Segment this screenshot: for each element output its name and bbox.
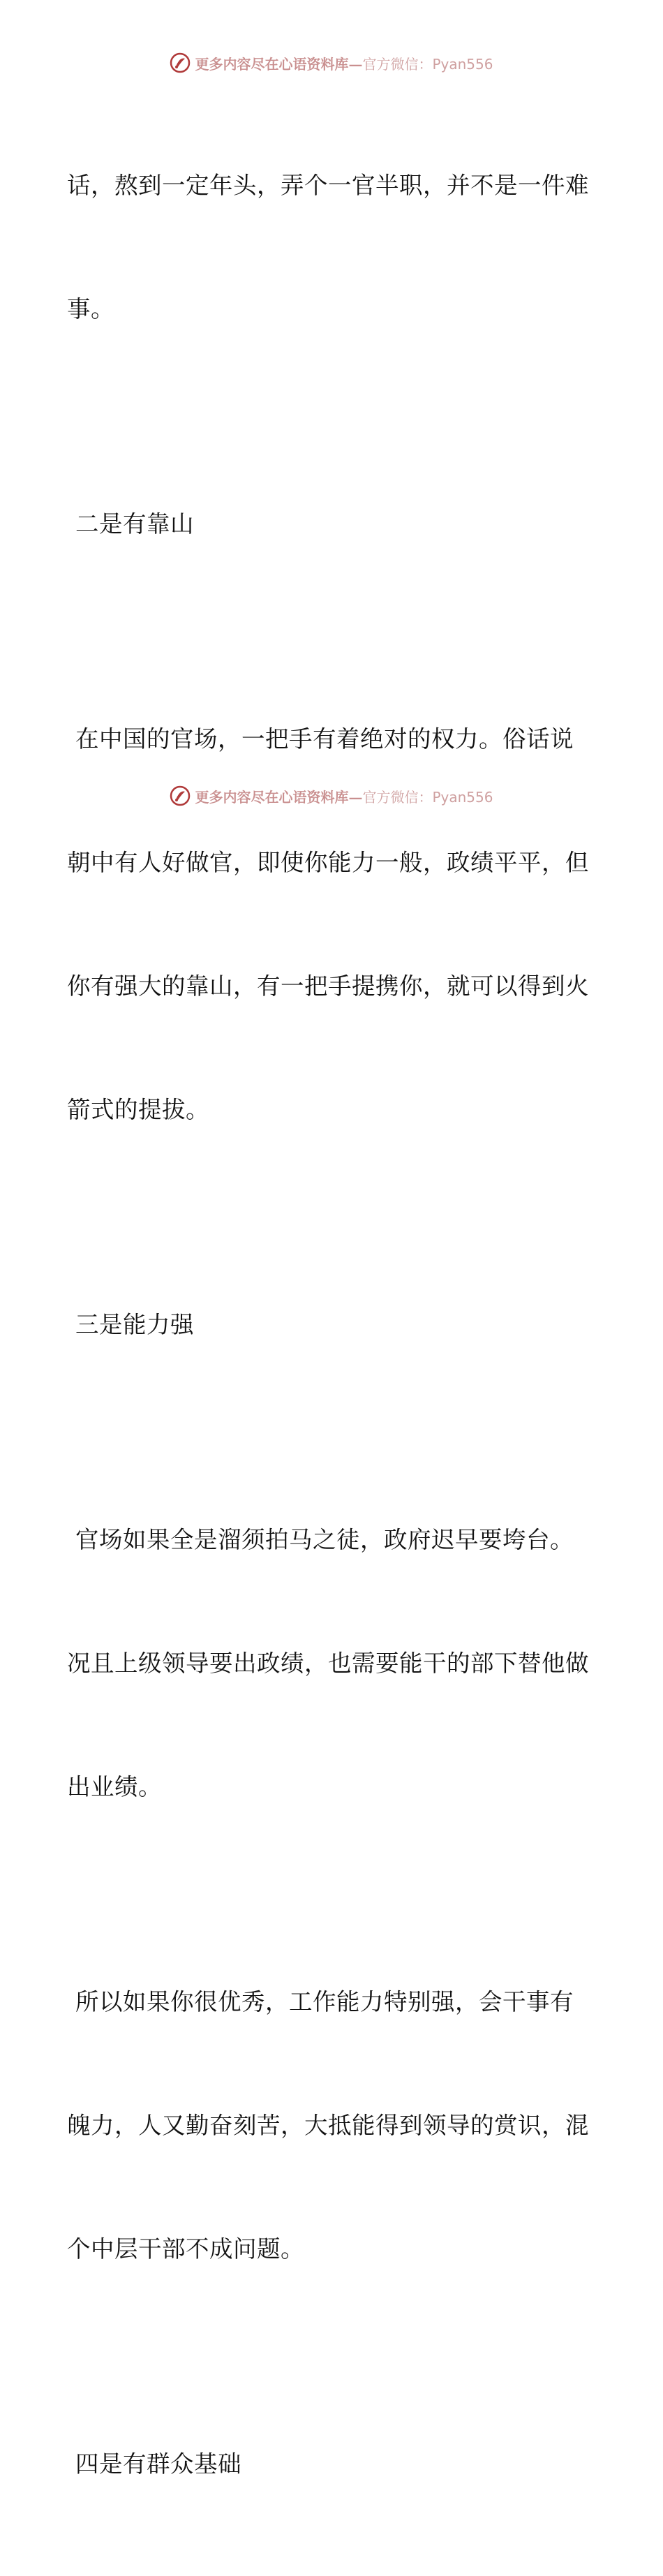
- text-line: 魄力，人又勤奋刻苦，大抵能得到领导的赏识，混: [67, 2112, 589, 2139]
- banner-main-text: 更多内容尽在心语资料库—: [195, 788, 363, 806]
- paragraph-1: [67, 82, 597, 412]
- heading-text: 四是有群众基础: [75, 2450, 241, 2478]
- text-line: 个中层干部不成问题。: [67, 2235, 304, 2263]
- paragraph-6: [67, 1899, 597, 2352]
- text-line: 你有强大的靠山，有一把手提携你，就可以得到火: [67, 972, 589, 1000]
- section-heading-4: [67, 2361, 597, 2567]
- section-heading-2: [67, 421, 597, 627]
- text-line: 出业绩。: [67, 1773, 162, 1800]
- logo-icon: [170, 785, 191, 806]
- document-body: [67, 82, 597, 2576]
- text-line: 所以如果你很优秀，工作能力特别强，会干事有: [75, 1988, 574, 2015]
- paragraph-5: [67, 1437, 597, 1890]
- text-line: 朝中有人好做官，即使你能力一般，政绩平平，但: [67, 849, 589, 876]
- heading-text: 二是有靠山: [75, 510, 194, 538]
- header-watermark-banner: [0, 49, 663, 77]
- banner-main-text: 更多内容尽在心语资料库—: [195, 55, 363, 73]
- section-heading-3: [67, 1222, 597, 1428]
- banner-text: [195, 53, 493, 73]
- footer-watermark-banner: [0, 782, 663, 810]
- text-line: 官场如果全是溜须拍马之徒，政府迟早要垮台。: [75, 1526, 574, 1553]
- text-line: 况且上级领导要出政绩，也需要能干的部下替他做: [67, 1650, 589, 1677]
- text-line: 在中国的官场，一把手有着绝对的权力。俗话说: [75, 725, 574, 753]
- text-line: 事。: [67, 295, 114, 323]
- banner-text: [195, 786, 493, 806]
- text-line: 箭式的提拔。: [67, 1096, 209, 1123]
- heading-text: 三是能力强: [75, 1311, 194, 1338]
- banner-wechat-text: 官方微信：Pyan556: [362, 55, 493, 73]
- logo-icon: [170, 52, 191, 73]
- text-line: 话，熬到一定年头，弄个一官半职，并不是一件难: [67, 172, 589, 199]
- banner-wechat-text: 官方微信：Pyan556: [362, 788, 493, 806]
- paragraph-3: [67, 636, 597, 1213]
